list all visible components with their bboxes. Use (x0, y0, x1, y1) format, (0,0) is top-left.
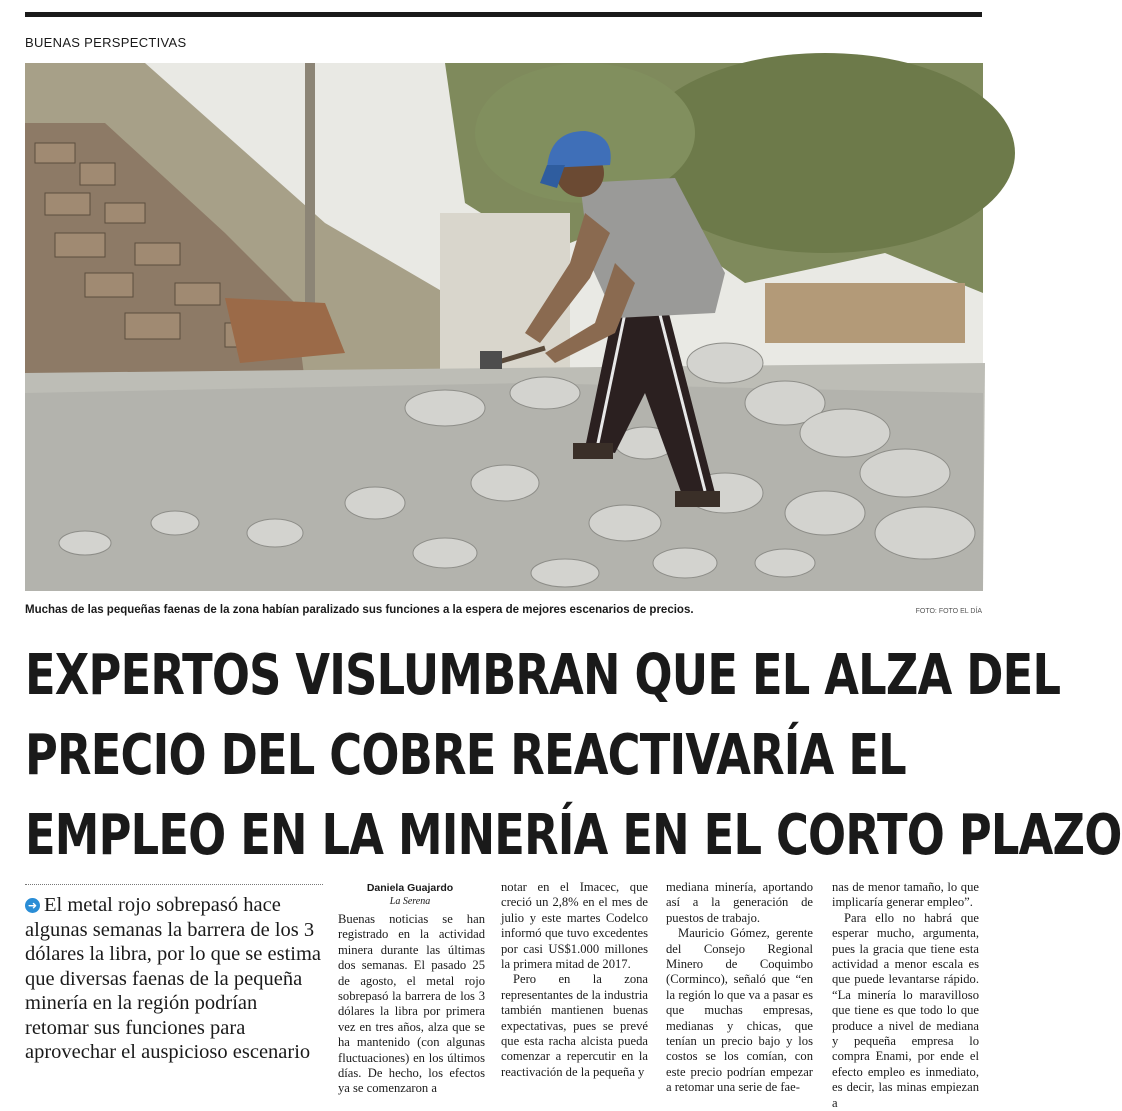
body-column-2 (501, 880, 648, 1109)
photo-icon (25, 63, 983, 591)
headline (25, 636, 1122, 876)
lead-text: El metal rojo sobrepasó hace algunas semanas la barrera de los 3 dólares la libra, por lo que se estima que diversas faenas de la pequeña minería en la región podrían retomar sus funciones para aprovechar el auspicioso escenario (25, 894, 322, 1063)
body-paragraph: nas de menor tamaño, lo que implicaría generar empleo”. (832, 880, 979, 910)
body-column-4 (832, 880, 979, 1109)
body-paragraph: Mauricio Gómez, gerente del Consejo Regional Minero de Coquimbo (Corminco), señaló que “en la región lo que va a pasar es que muchas empresas, medianas y chicas, que tenían un precio bajo y los costos se los comían, con este precio podrían empezar a retomar una serie de fae- (666, 926, 813, 1095)
lead-paragraph (25, 893, 323, 1065)
headline-line-1: EXPERTOS VISLUMBRAN QUE EL ALZA DEL (25, 643, 1061, 708)
article-photo (25, 63, 983, 591)
author-name: Daniela Guajardo (366, 882, 454, 894)
photo-credit: FOTO: FOTO EL DÍA (915, 608, 982, 615)
body-column-1 (338, 912, 485, 1108)
top-rule (25, 12, 982, 17)
dateline-city: La Serena (389, 896, 431, 907)
headline-line-2: PRECIO DEL COBRE REACTIVARÍA EL (25, 723, 906, 788)
lead-divider (25, 884, 323, 885)
arrow-right-icon: ➜ (25, 898, 40, 913)
body-paragraph: Pero en la zona representantes de la industria también mantienen buenas expectativas, pues se prevé que esta racha alcista pueda comenzar a repercutir en la reactivación de la pequeña y (501, 972, 648, 1079)
headline-line-3: EMPLEO EN LA MINERÍA EN EL CORTO PLAZO (25, 803, 1122, 868)
body-paragraph: Buenas noticias se han registrado en la actividad minera durante las últimas dos semanas. El pasado 25 de agosto, el metal rojo sobrepasó la barrera de los 3 dólares la libra por primera vez en tres años, alza que se ha mantenido (con algunas fluctuaciones) en los últimos días. De hecho, los efectos ya se comenzaron a (338, 912, 485, 1096)
body-paragraph: mediana minería, aportando así a la generación de puestos de trabajo. (666, 880, 813, 925)
photo-caption: Muchas de las pequeñas faenas de la zona habían paralizado sus funciones a la espera de mejores escenarios de precios. (25, 604, 694, 616)
body-paragraph: notar en el Imacec, que creció un 2,8% en el mes de julio y este martes Codelco informó que tuvo excedentes por casi US$1.000 millones la primera mitad de 2017. (501, 880, 648, 972)
byline (340, 882, 480, 907)
body-paragraph: Para ello no habrá que esperar mucho, argumenta, pues la gracia que tiene esta actividad a menor escala es que puede levantarse rápido. “La minería lo maravilloso que tiene es que todo lo que produce a nivel de mediana y pequeña empresa lo compra Enami, por ende el efecto empleo es inmediato, es decir, las minas empiezan a (832, 910, 979, 1110)
body-column-3 (666, 880, 813, 1109)
section-label: BUENAS PERSPECTIVAS (25, 35, 187, 50)
